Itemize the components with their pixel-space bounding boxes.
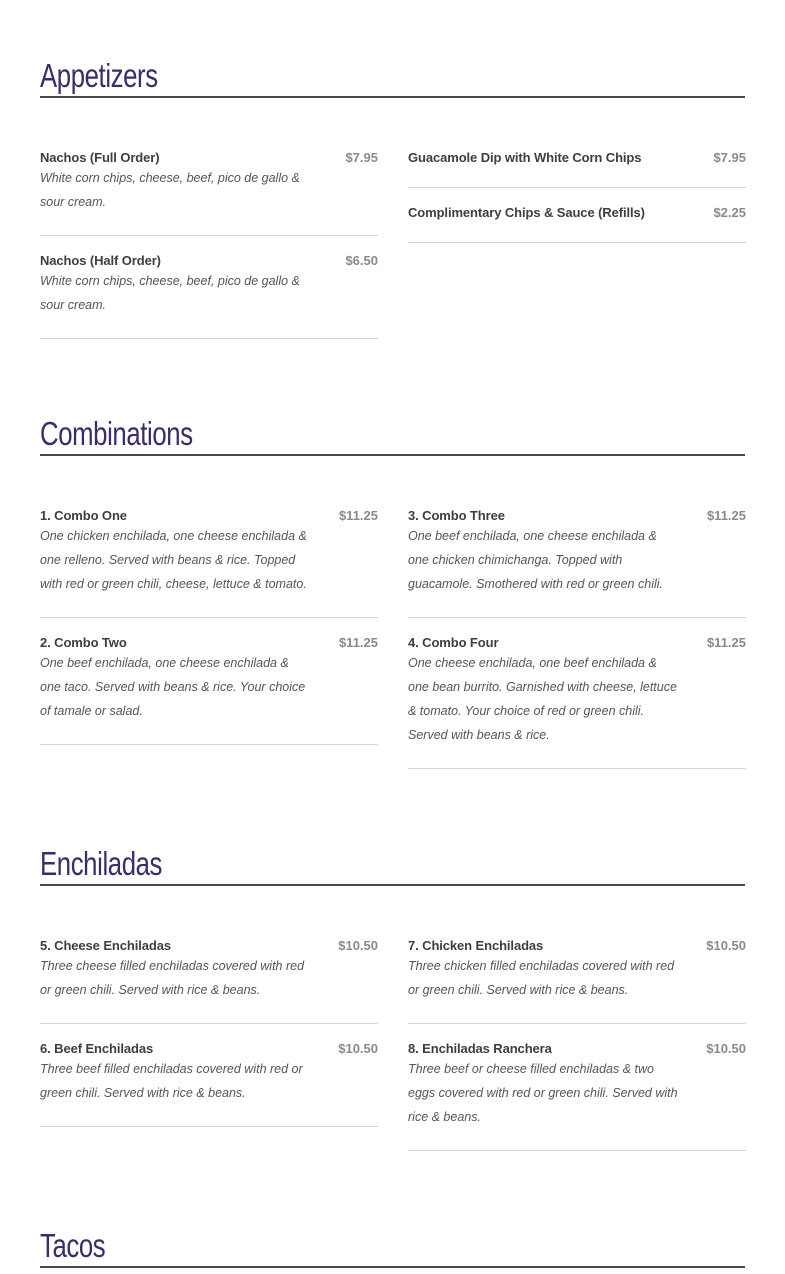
- menu-item[interactable]: [40, 508, 378, 618]
- item-price: $10.50: [338, 1041, 378, 1056]
- section-divider: [40, 454, 745, 456]
- section-divider: [40, 1266, 745, 1268]
- menu-column-left: [40, 938, 378, 1127]
- item-name: 2. Combo Two: [40, 635, 127, 650]
- menu-item[interactable]: [40, 150, 378, 236]
- section-divider: [40, 884, 745, 886]
- item-price: $10.50: [706, 1041, 746, 1056]
- menu-item[interactable]: [408, 508, 746, 618]
- menu-item[interactable]: [40, 253, 378, 339]
- item-price: $11.25: [338, 508, 378, 523]
- section-title: Tacos: [40, 1227, 106, 1264]
- item-description: One chicken enchilada, one cheese enchilada & one relleno. Served with beans & rice. Topped with red or green chili, cheese, lettuce & tomato.: [40, 529, 307, 591]
- menu-column-left: [40, 150, 378, 339]
- menu-column-right: [408, 150, 746, 243]
- item-description: One cheese enchilada, one beef enchilada & one bean burrito. Garnished with cheese, lettuce & tomato. Your choice of red or green chili. Served with beans & rice.: [408, 656, 677, 742]
- menu-item[interactable]: [40, 938, 378, 1024]
- item-name: Nachos (Full Order): [40, 150, 160, 165]
- menu-item[interactable]: [408, 635, 746, 769]
- item-price: $6.50: [345, 253, 378, 268]
- item-description: Three beef or cheese filled enchiladas & two eggs covered with red or green chili. Served with rice & beans.: [408, 1062, 678, 1124]
- item-description: Three cheese filled enchiladas covered with red or green chili. Served with rice & beans.: [40, 959, 305, 997]
- menu-item[interactable]: [40, 635, 378, 745]
- item-price: $11.25: [338, 635, 378, 650]
- item-price: $10.50: [338, 938, 378, 953]
- item-name: Complimentary Chips & Sauce (Refills): [408, 205, 645, 220]
- menu-item[interactable]: [408, 1041, 746, 1151]
- item-name: 6. Beef Enchiladas: [40, 1041, 154, 1056]
- item-price: $11.25: [706, 635, 746, 650]
- item-description: Three beef filled enchiladas covered with red or green chili. Served with rice & beans.: [40, 1062, 303, 1100]
- item-description: White corn chips, cheese, beef, pico de gallo & sour cream.: [40, 171, 300, 209]
- item-name: 4. Combo Four: [408, 635, 499, 650]
- item-name: 1. Combo One: [40, 508, 127, 523]
- item-description: White corn chips, cheese, beef, pico de gallo & sour cream.: [40, 274, 300, 312]
- menu-item[interactable]: [40, 1041, 378, 1127]
- section-title: Combinations: [40, 415, 193, 452]
- item-price: $10.50: [706, 938, 746, 953]
- menu-column-left: [40, 508, 378, 745]
- item-price: $7.95: [713, 150, 746, 165]
- item-name: Nachos (Half Order): [40, 253, 161, 268]
- item-price: $11.25: [706, 508, 746, 523]
- section-divider: [40, 96, 745, 98]
- menu-column-right: [408, 508, 746, 769]
- item-price: $2.25: [713, 205, 746, 220]
- item-name: 5. Cheese Enchiladas: [40, 938, 171, 953]
- item-description: One beef enchilada, one cheese enchilada & one chicken chimichanga. Topped with guacamole. Smothered with red or green chili.: [408, 529, 663, 591]
- item-name: 7. Chicken Enchiladas: [408, 938, 544, 953]
- menu-item[interactable]: [408, 150, 746, 188]
- menu-item[interactable]: [408, 938, 746, 1024]
- section-title: Appetizers: [40, 57, 158, 94]
- item-name: 8. Enchiladas Ranchera: [408, 1041, 552, 1056]
- section-title: Enchiladas: [40, 845, 163, 882]
- item-price: $7.95: [345, 150, 378, 165]
- menu-item[interactable]: [408, 205, 746, 243]
- item-name: Guacamole Dip with White Corn Chips: [408, 150, 642, 165]
- menu-column-right: [408, 938, 746, 1151]
- item-name: 3. Combo Three: [408, 508, 505, 523]
- item-description: Three chicken filled enchiladas covered with red or green chili. Served with rice & beans.: [408, 959, 675, 997]
- item-description: One beef enchilada, one cheese enchilada & one taco. Served with beans & rice. Your choice of tamale or salad.: [40, 656, 306, 718]
